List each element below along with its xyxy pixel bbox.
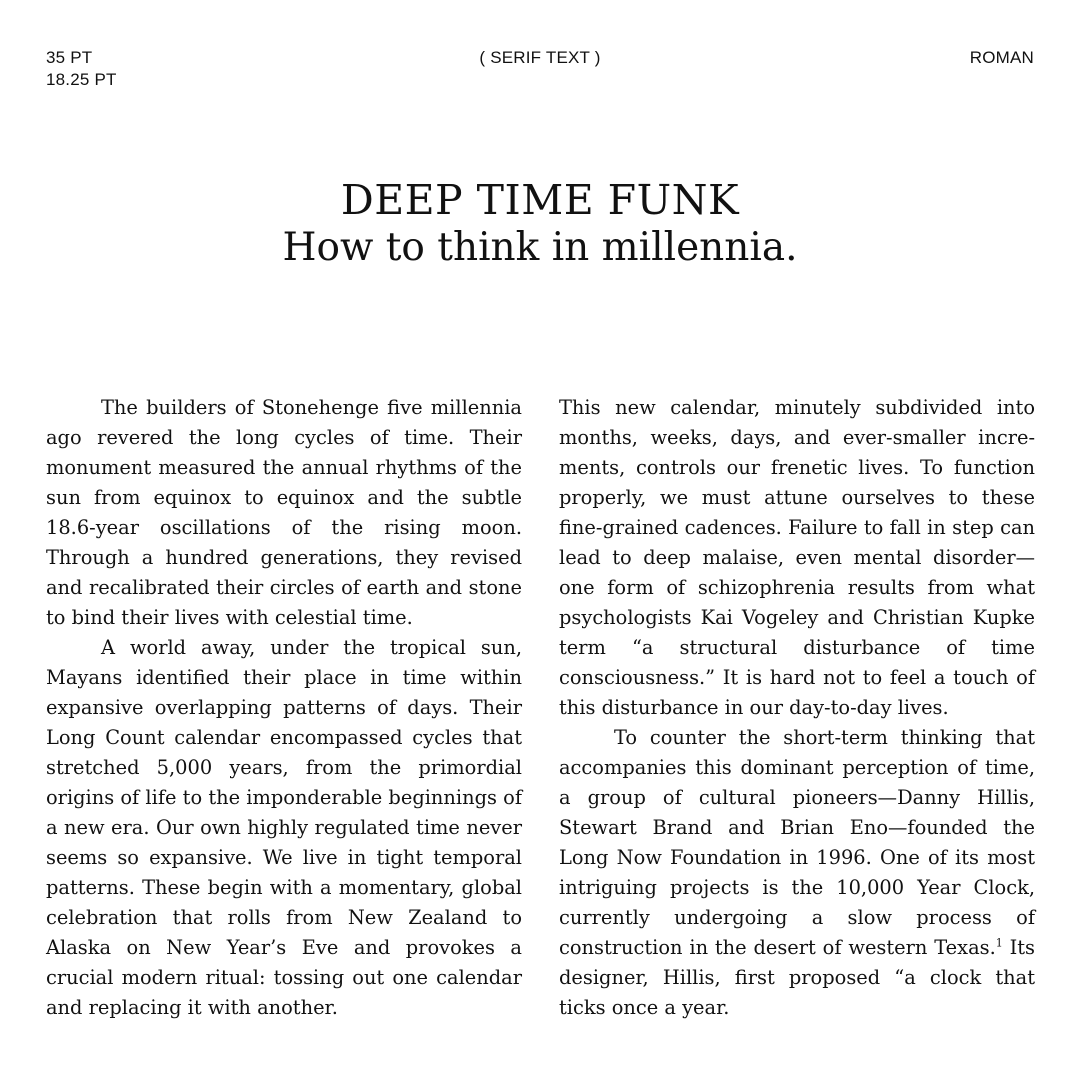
- style-label: ROMAN: [969, 48, 1034, 67]
- right-column: [559, 393, 1035, 1023]
- category-label: ( SERIF TEXT ): [479, 48, 601, 67]
- body-paragraph: The builders of Stonehenge five millennia ago revered the long cycles of time. Their monument measured the annual rhythms of the sun from equinox to equinox and the subtle 18.6-year oscillations of the rising moon. Through a hundred generations, they revised and recalibrated their circles of earth and stone to bind their lives with celestial time.: [46, 396, 522, 629]
- headline: DEEP TIME FUNK: [340, 176, 740, 224]
- body-paragraph: A world away, under the tropical sun, Mayans identified their place in time within expansive overlapping patterns of days. Their Long Count calendar encompassed cycles that stretched 5,000 years, from the primordial origins of life to the imponderable beginnings of a new era. Our own highly regulated time never seems so expansive. We live in tight temporal patterns. These begin with a momentary, global celebration that rolls from New Zealand to Alaska on New Year’s Eve and provokes a crucial modern ritual: tossing out one calendar and replacing it with another.: [46, 636, 522, 1019]
- body-paragraph: [559, 723, 1035, 1023]
- leading-size-label: 18.25 PT: [46, 70, 117, 89]
- left-column: [46, 393, 522, 1023]
- subheadline: How to think in millennia.: [282, 225, 798, 270]
- title-block: [0, 176, 1080, 272]
- footnote-marker: 1: [995, 936, 1003, 950]
- font-size-label: 35 PT: [46, 48, 93, 67]
- body-paragraph: This new calendar, minutely subdivided into months, weeks, days, and ever-smaller increments, controls our frenetic lives. To function properly, we must attune ourselves to these fine-grained cadences. Failure to fall in step can lead to deep malaise, even mental disorder—one form of schizophrenia results from what psychologists Kai Vogeley and Christian Kupke term “a structural disturbance of time consciousness.” It is hard not to feel a touch of this disturbance in our day-to-day lives.: [559, 396, 1035, 719]
- paragraph-text: To counter the short-term thinking that accompanies this dominant perception of time, a group of cultural pioneers—Danny Hillis, Stewart Brand and Brian Eno—founded the Long Now Foundation in 1996. One of its most intriguing projects is the 10,000 Year Clock, currently undergoing a slow process of construction in the desert of western Texas.: [559, 726, 1035, 959]
- paragraph-text: Its designer, Hillis, first proposed “a clock that ticks once a year.: [559, 936, 1035, 1019]
